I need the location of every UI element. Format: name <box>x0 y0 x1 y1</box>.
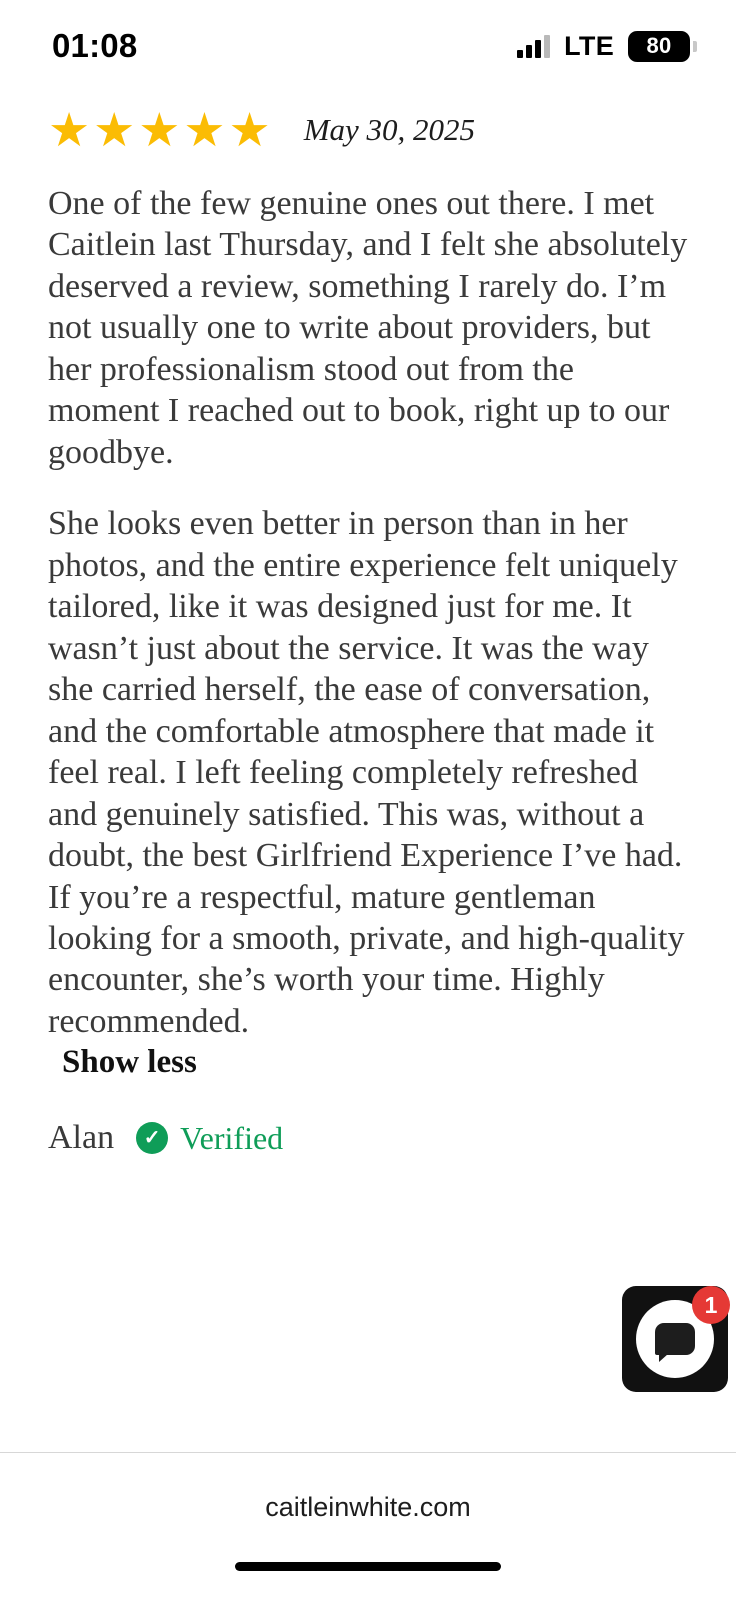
show-less-button[interactable]: Show less <box>62 1044 197 1081</box>
status-bar <box>0 0 736 92</box>
review-content <box>0 92 736 1452</box>
site-url-label: caitleinwhite.com <box>265 1492 471 1522</box>
browser-address-bar[interactable] <box>0 1452 736 1562</box>
cellular-signal-icon <box>517 34 550 58</box>
verified-badge <box>136 1120 283 1157</box>
status-indicators <box>517 31 690 62</box>
network-type-label: LTE <box>564 30 614 61</box>
review-date: May 30, 2025 <box>303 111 476 147</box>
reviewer-row <box>46 1119 696 1157</box>
home-indicator[interactable] <box>0 1562 736 1600</box>
status-time: 01:08 <box>52 27 138 64</box>
chat-widget-button[interactable] <box>622 1286 728 1392</box>
review-text <box>46 183 696 1042</box>
review-paragraph: One of the few genuine ones out there. I met Caitlein last Thursday, and I felt she absolutely deserved a review, something I rarely do. I’m not usually one to write about providers, but her professionalism stood out from the moment I reached out to book, right up to our goodbye. <box>48 185 688 471</box>
review-header <box>46 92 696 156</box>
battery-icon <box>628 31 690 62</box>
chat-bubble-icon <box>636 1291 718 1378</box>
verified-label: Verified <box>180 1119 284 1156</box>
battery-level-label: 80 <box>646 33 672 58</box>
reviewer-name: Alan <box>48 1119 115 1157</box>
chat-unread-badge: 1 <box>692 1286 730 1324</box>
review-paragraph: She looks even better in person than in her photos, and the entire experience felt uniquely tailored, like it was designed just for me. It wasn’t just about the service. It was the way she carried herself, the ease of conversation, and the comfortable atmosphere that made it feel real. I left feeling completely refreshed and genuinely satisfied. This was, without a doubt, the best Girlfriend Experience I’ve had. If you’re a respectful, mature gentleman looking for a smooth, private, and high-quality encounter, she’s worth your time. Highly recommended. <box>48 505 685 1040</box>
star-rating-icon: ★★★★★ <box>48 103 274 156</box>
check-circle-icon: ✓ <box>136 1122 168 1154</box>
